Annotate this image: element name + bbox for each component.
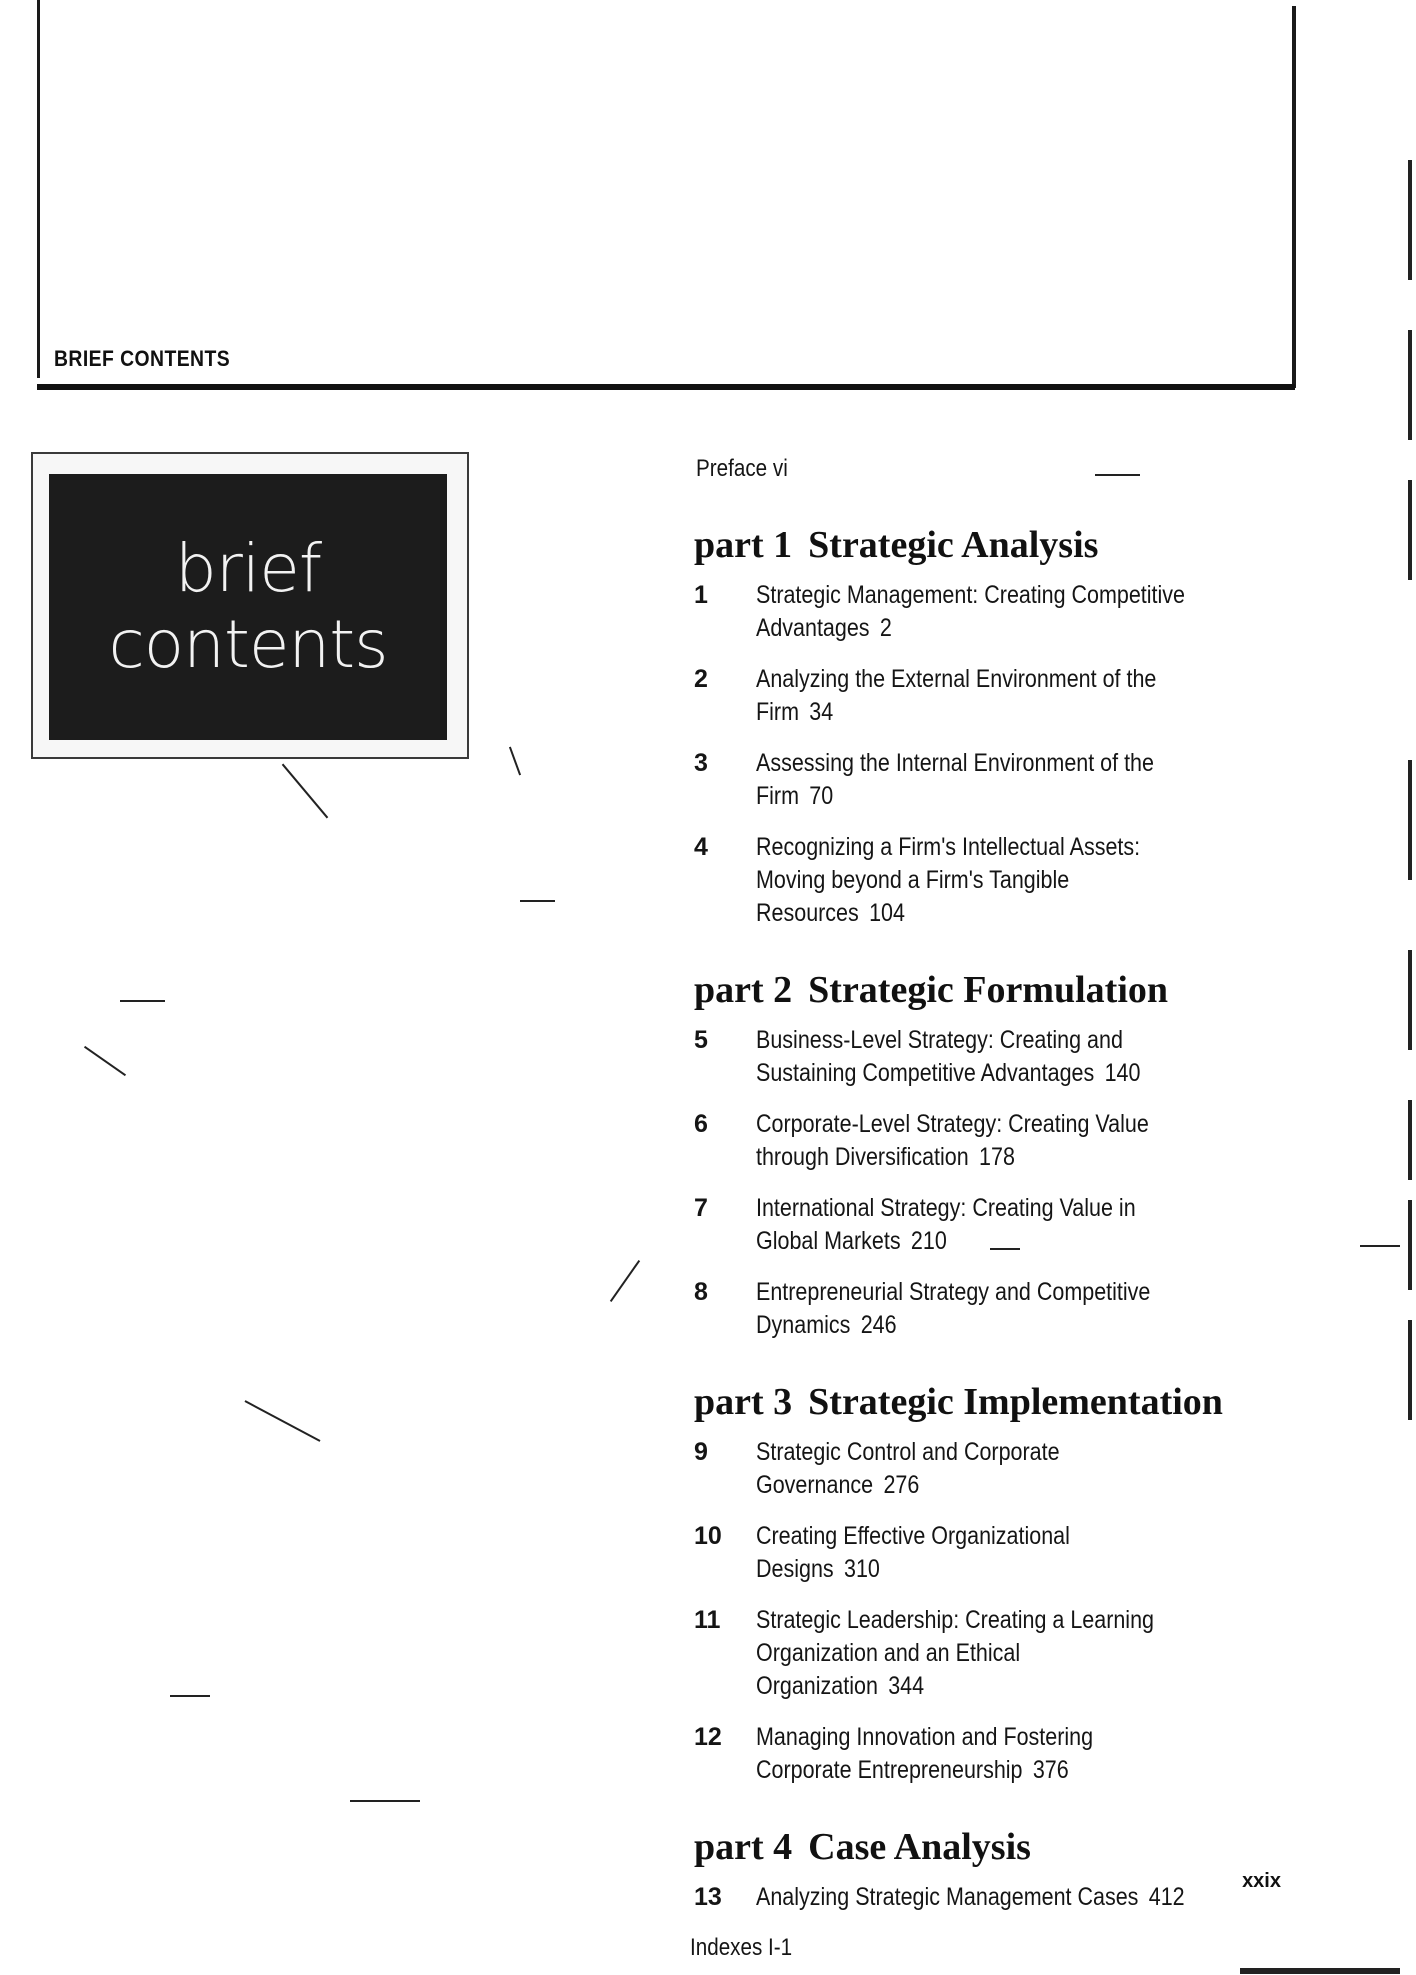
chapter-page: 344 xyxy=(888,1672,925,1700)
part-title: Strategic Implementation xyxy=(808,1381,1223,1423)
chapter-number: 5 xyxy=(694,1026,708,1054)
indexes-label: Indexes xyxy=(690,1934,763,1961)
running-head: BRIEF CONTENTS xyxy=(54,346,231,371)
chapter-number: 3 xyxy=(694,749,708,777)
chapter-title: Business-Level Strategy: Creating and Sustaining Competitive Advantages xyxy=(756,1026,1123,1087)
part-1 xyxy=(690,523,1290,930)
chapter-title: Analyzing Strategic Management Cases xyxy=(756,1883,1139,1911)
chapter-page: 310 xyxy=(844,1555,880,1583)
chapter-number: 8 xyxy=(694,1278,708,1306)
title-box-inner xyxy=(49,474,447,740)
chapter-page: 412 xyxy=(1148,1883,1185,1911)
chapter-title: Creating Effective Organizational Designs xyxy=(756,1522,1070,1583)
chapter-title: Corporate-Level Strategy: Creating Value through Diversification xyxy=(756,1110,1149,1171)
chapter-page: 34 xyxy=(809,698,834,726)
chapter-page: 140 xyxy=(1104,1059,1141,1087)
chapter-page: 2 xyxy=(879,614,892,642)
chapter-entry-12[interactable] xyxy=(690,1721,1290,1787)
part-label: part 4 xyxy=(694,1826,793,1868)
chapter-page: 246 xyxy=(860,1311,897,1339)
chapter-entry-5[interactable] xyxy=(690,1024,1290,1090)
table-of-contents xyxy=(690,455,1290,1962)
indexes-entry[interactable] xyxy=(690,1934,1206,1962)
chapter-title: International Strategy: Creating Value in Global Markets xyxy=(756,1194,1136,1255)
chapter-page: 178 xyxy=(979,1143,1015,1171)
chapter-title: Entrepreneurial Strategy and Competitive Dynamics xyxy=(756,1278,1151,1339)
chapter-number: 10 xyxy=(694,1522,722,1550)
chapter-page: 70 xyxy=(809,782,834,810)
part-heading xyxy=(694,968,1290,1012)
chapter-title: Recognizing a Firm's Intellectual Assets: Moving beyond a Firm's Tangible Resources xyxy=(756,833,1141,927)
part-3 xyxy=(690,1380,1290,1787)
chapter-number: 12 xyxy=(694,1723,722,1751)
chapter-entry-10[interactable] xyxy=(690,1520,1290,1586)
chapter-title: Strategic Leadership: Creating a Learning Organization and an Ethical Organization xyxy=(756,1606,1155,1700)
frame-right-rule xyxy=(1292,6,1296,388)
part-heading xyxy=(694,523,1290,567)
chapter-entry-6[interactable] xyxy=(690,1108,1290,1174)
part-2 xyxy=(690,968,1290,1342)
chapter-entry-11[interactable] xyxy=(690,1604,1290,1703)
chapter-number: 13 xyxy=(694,1883,722,1911)
chapter-number: 2 xyxy=(694,665,708,693)
part-heading xyxy=(694,1825,1290,1869)
part-title: Strategic Analysis xyxy=(808,524,1099,566)
chapter-entry-3[interactable] xyxy=(690,747,1290,813)
chapter-title: Strategic Control and Corporate Governance xyxy=(756,1438,1060,1499)
chapter-entry-8[interactable] xyxy=(690,1276,1290,1342)
preface-label: Preface xyxy=(696,455,768,482)
frame-left-rule xyxy=(37,0,40,378)
chapter-number: 11 xyxy=(694,1606,721,1634)
title-box xyxy=(31,452,469,759)
chapter-title: Strategic Management: Creating Competitive Advantages xyxy=(756,581,1186,642)
chapter-page: 376 xyxy=(1032,1756,1069,1784)
part-heading xyxy=(694,1380,1290,1424)
chapter-page: 104 xyxy=(869,899,905,927)
header-rule xyxy=(37,384,1295,390)
chapter-title: Managing Innovation and Fostering Corporate Entrepreneurship xyxy=(756,1723,1094,1784)
chapter-number: 7 xyxy=(694,1194,708,1222)
chapter-page: 210 xyxy=(910,1227,947,1255)
part-label: part 3 xyxy=(694,1381,793,1423)
chapter-entry-4[interactable] xyxy=(690,831,1290,930)
chapter-title: Assessing the Internal Environment of the Firm xyxy=(756,749,1154,810)
indexes-page: I-1 xyxy=(768,1934,793,1961)
chapter-number: 4 xyxy=(694,833,708,861)
chapter-title: Analyzing the External Environment of the Firm xyxy=(756,665,1157,726)
preface-page: vi xyxy=(772,455,788,482)
part-label: part 1 xyxy=(694,524,793,566)
chapter-entry-13[interactable] xyxy=(690,1881,1290,1914)
chapter-number: 6 xyxy=(694,1110,708,1138)
page-number: xxix xyxy=(1242,1870,1281,1892)
chapter-page: 276 xyxy=(883,1471,920,1499)
title-line-2: contents xyxy=(108,606,388,683)
part-title: Case Analysis xyxy=(808,1826,1031,1868)
part-title: Strategic Formulation xyxy=(808,969,1169,1011)
part-label: part 2 xyxy=(694,969,793,1011)
chapter-entry-2[interactable] xyxy=(690,663,1290,729)
chapter-entry-1[interactable] xyxy=(690,579,1290,645)
chapter-entry-9[interactable] xyxy=(690,1436,1290,1502)
chapter-number: 1 xyxy=(694,581,708,609)
chapter-number: 9 xyxy=(694,1438,708,1466)
preface-entry[interactable] xyxy=(696,455,1207,483)
title-line-1: brief xyxy=(174,530,322,607)
part-4 xyxy=(690,1825,1290,1914)
